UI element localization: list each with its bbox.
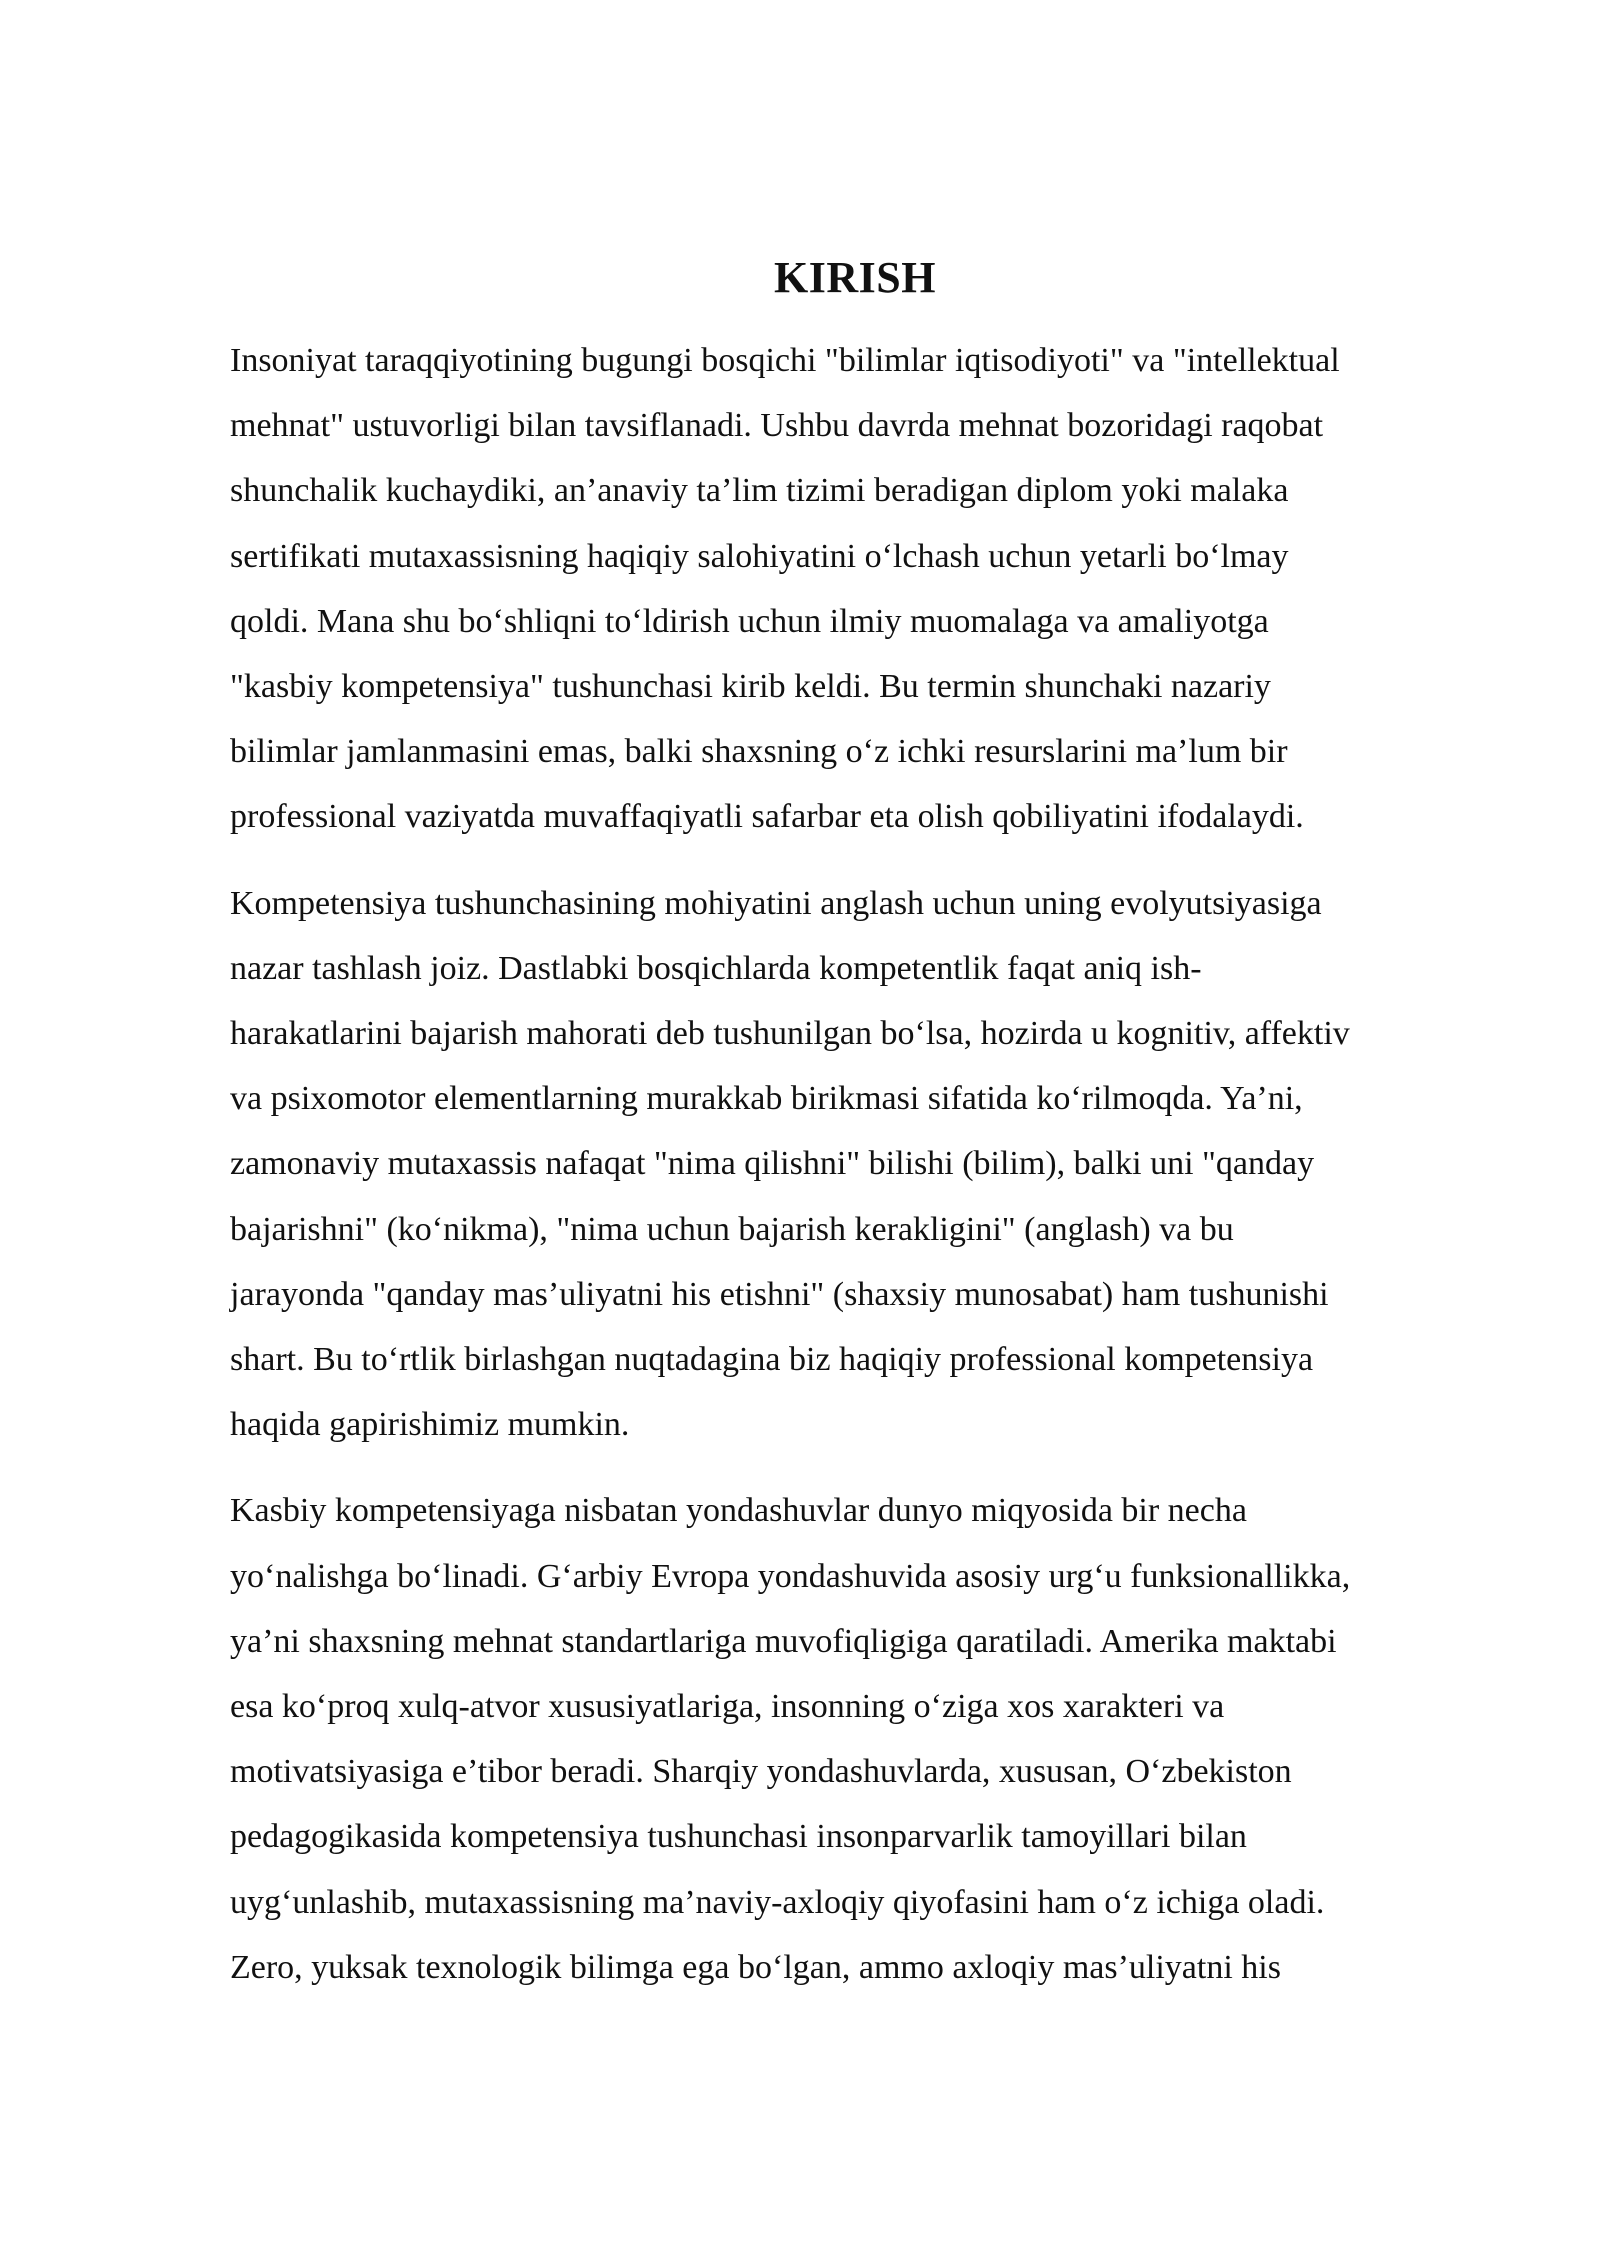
text-line: yo‘nalishga bo‘linadi. G‘arbiy Evropa yondashuvida asosiy urg‘u funksionallikka,: [230, 1557, 1351, 1595]
text-line: uyg‘unlashib, mutaxassisning ma’naviy-axloqiy qiyofasini ham o‘z ichiga oladi.: [230, 1883, 1325, 1921]
text-line: haqida gapirishimiz mumkin.: [230, 1406, 630, 1444]
paragraph-1: [230, 328, 1480, 850]
text-line: mehnat" ustuvorligi bilan tavsiflanadi. Ushbu davrda mehnat bozoridagi raqobat: [230, 407, 1324, 445]
text-line: bajarishni" (ko‘nikma), "nima uchun bajarish kerakligini" (anglash) va bu: [230, 1210, 1234, 1248]
text-line: esa ko‘proq xulq-atvor xususiyatlariga, insonning o‘ziga xos xarakteri va: [230, 1688, 1225, 1726]
text-line: jarayonda "qanday mas’uliyatni his etishni" (shaxsiy munosabat) ham tushunishi: [230, 1275, 1329, 1313]
text-line: Kasbiy kompetensiyaga nisbatan yondashuvlar dunyo miqyosida bir necha: [230, 1492, 1247, 1530]
text-line: zamonaviy mutaxassis nafaqat "nima qilishni" bilishi (bilim), balki uni "qanday: [230, 1145, 1315, 1183]
page-title: KIRISH: [774, 253, 936, 302]
paragraph-3: [230, 1478, 1480, 2000]
text-line: qoldi. Mana shu bo‘shliqni to‘ldirish uchun ilmiy muomalaga va amaliyotga: [230, 602, 1269, 640]
text-line: va psixomotor elementlarning murakkab birikmasi sifatida ko‘rilmoqda. Ya’ni,: [230, 1080, 1303, 1118]
text-line: shart. Bu to‘rtlik birlashgan nuqtadagina biz haqiqiy professional kompetensiya: [230, 1341, 1314, 1379]
text-line: shunchalik kuchaydiki, an’anaviy ta’lim tizimi beradigan diplom yoki malaka: [230, 472, 1289, 510]
text-line: pedagogikasida kompetensiya tushunchasi insonparvarlik tamoyillari bilan: [230, 1818, 1247, 1856]
text-line: nazar tashlash joiz. Dastlabki bosqichlarda kompetentlik faqat aniq ish-: [230, 949, 1202, 987]
text-line: Insoniyat taraqqiyotining bugungi bosqichi "bilimlar iqtisodiyoti" va "intellektual: [230, 342, 1340, 379]
text-line: professional vaziyatda muvaffaqiyatli safarbar eta olish qobiliyatini ifodalaydi.: [230, 798, 1304, 836]
text-line: ya’ni shaxsning mehnat standartlariga muvofiqligiga qaratiladi. Amerika maktabi: [230, 1622, 1337, 1660]
text-line: harakatlarini bajarish mahorati deb tushunilgan bo‘lsa, hozirda u kognitiv, affektiv: [230, 1015, 1350, 1053]
paragraph-2: [230, 871, 1480, 1458]
document-page: [230, 250, 1480, 2021]
text-line: Zero, yuksak texnologik bilimga ega bo‘lgan, ammo axloqiy mas’uliyatni his: [230, 1948, 1281, 1986]
text-line: "kasbiy kompetensiya" tushunchasi kirib keldi. Bu termin shunchaki nazariy: [230, 668, 1271, 706]
text-line: Kompetensiya tushunchasining mohiyatini anglash uchun uning evolyutsiyasiga: [230, 884, 1322, 922]
text-line: motivatsiyasiga e’tibor beradi. Sharqiy yondashuvlarda, xususan, O‘zbekiston: [230, 1753, 1292, 1791]
text-line: bilimlar jamlanmasini emas, balki shaxsning o‘z ichki resurslarini ma’lum bir: [230, 733, 1288, 771]
text-line: sertifikati mutaxassisning haqiqiy salohiyatini o‘lchash uchun yetarli bo‘lmay: [230, 537, 1289, 575]
